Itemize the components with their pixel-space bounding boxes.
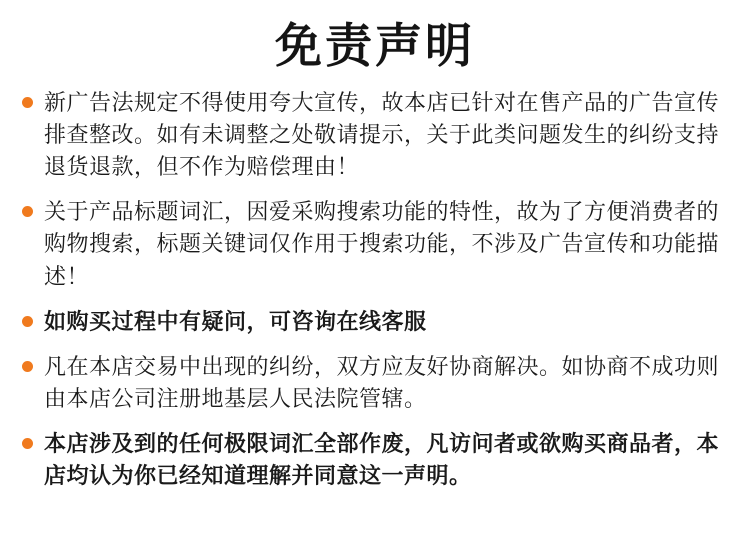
list-item — [22, 352, 728, 416]
disclaimer-list — [22, 88, 728, 493]
list-item — [22, 197, 728, 293]
list-item — [22, 88, 728, 184]
list-item-text: 凡在本店交易中出现的纠纷，双方应友好协商解决。如协商不成功则由本店公司注册地基层人民法院管辖。 — [44, 354, 720, 412]
bullet-icon — [22, 438, 33, 449]
list-item-text: 关于产品标题词汇，因爱采购搜索功能的特性，故为了方便消费者的购物搜索，标题关键词仅作用于搜索功能，不涉及广告宣传和功能描述！ — [44, 200, 720, 290]
bullet-icon — [22, 361, 33, 372]
list-item-text: 如购买过程中有疑问，可咨询在线客服 — [44, 309, 427, 335]
list-item — [22, 307, 728, 339]
bullet-icon — [22, 316, 33, 327]
bullet-icon — [22, 206, 33, 217]
bullet-icon — [22, 97, 33, 108]
list-item — [22, 429, 728, 493]
page-title: 免责声明 — [275, 19, 475, 74]
list-item-text: 新广告法规定不得使用夸大宣传，故本店已针对在售产品的广告宣传排查整改。如有未调整之处敬请提示，关于此类问题发生的纠纷支持退货退款，但不作为赔偿理由！ — [44, 91, 720, 181]
list-item-text: 本店涉及到的任何极限词汇全部作废，凡访问者或欲购买商品者，本店均认为你已经知道理解并同意这一声明。 — [44, 432, 720, 490]
